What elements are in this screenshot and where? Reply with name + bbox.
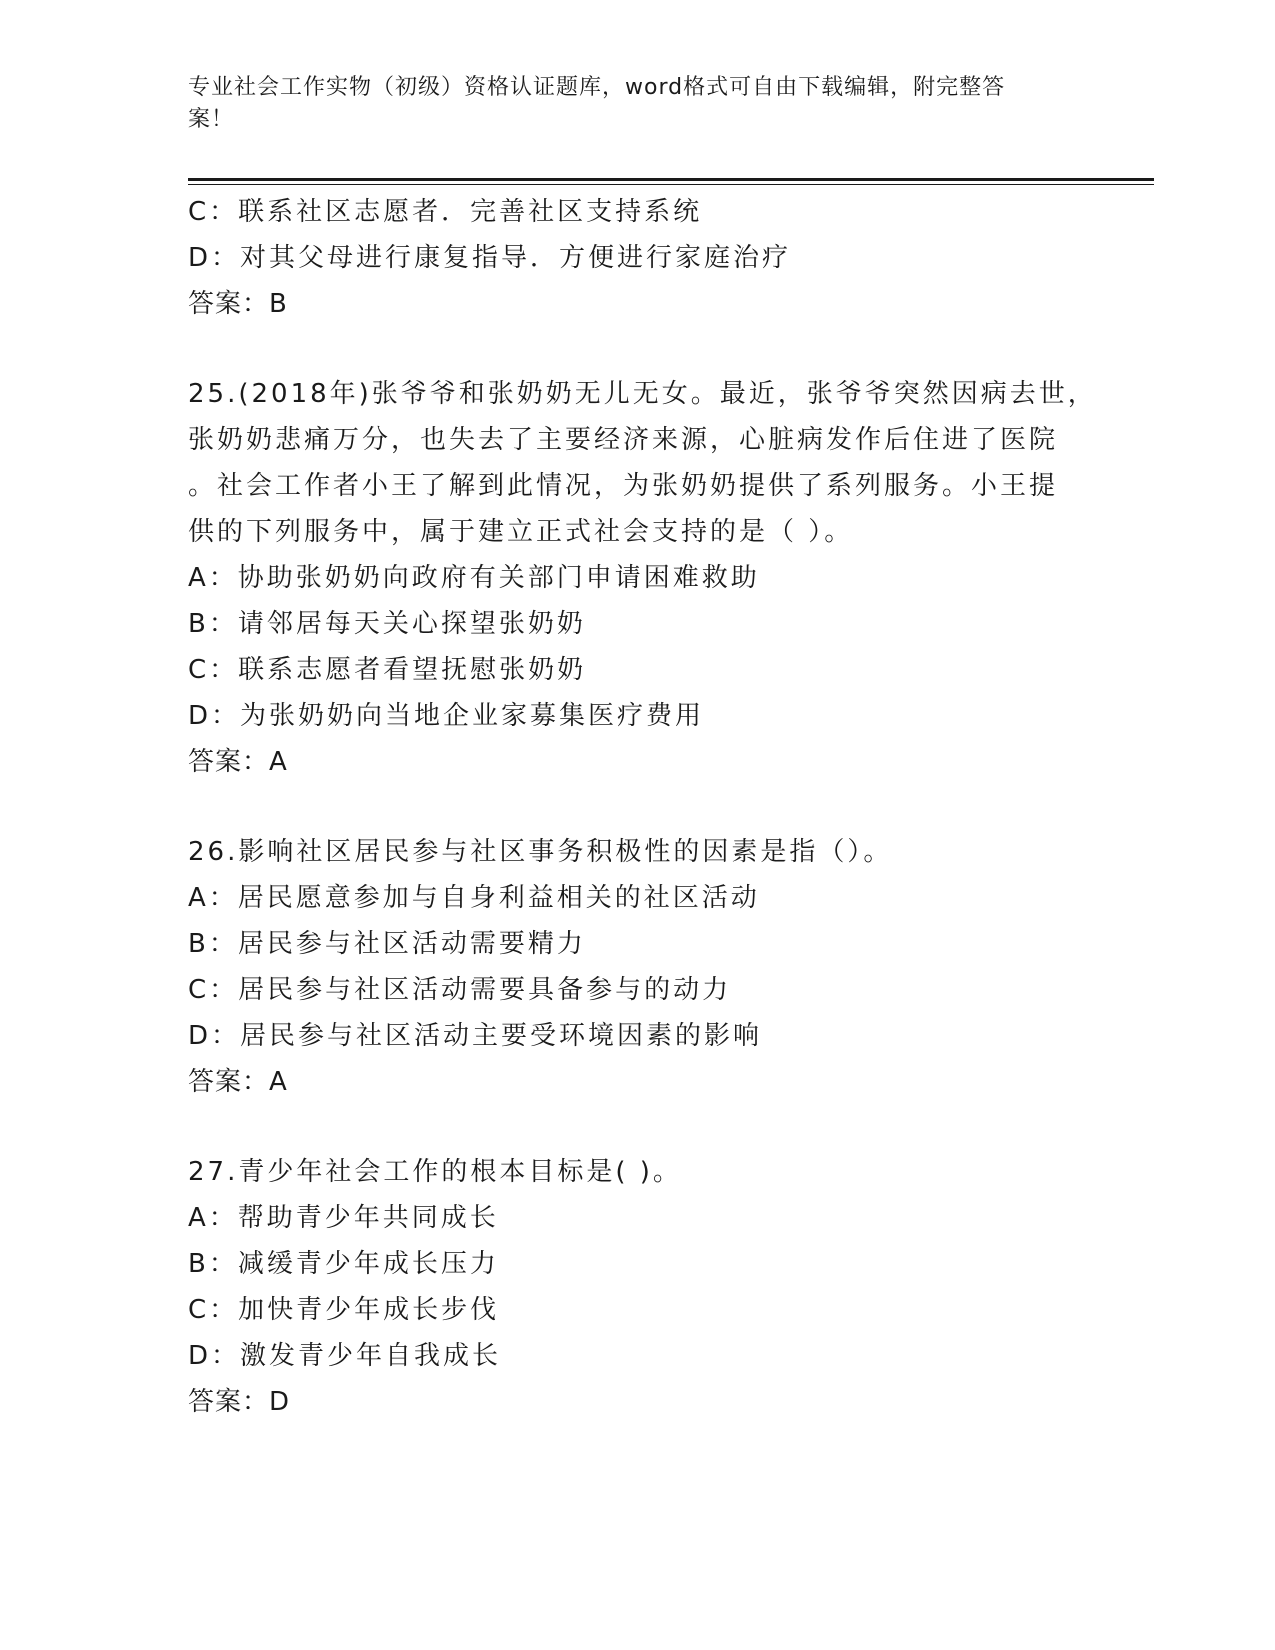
- option-c: C：联系志愿者看望抚慰张奶奶: [188, 655, 587, 685]
- question-gap: [188, 785, 1088, 829]
- document-header: [188, 72, 1068, 136]
- question-stem: [188, 371, 1097, 555]
- header-line-1: 专业社会工作实物（初级）资格认证题库，word格式可自由下载编辑，附完整答: [188, 75, 1006, 100]
- option-c: C：加快青少年成长步伐: [188, 1295, 500, 1325]
- question-stem-line: 供的下列服务中，属于建立正式社会支持的是（ ）。: [188, 517, 854, 547]
- question-stem-line: 张奶奶悲痛万分，也失去了主要经济来源，心脏病发作后住进了医院: [188, 425, 1059, 455]
- option-a: A：协助张奶奶向政府有关部门申请困难救助: [188, 563, 760, 593]
- option-a: A：帮助青少年共同成长: [188, 1203, 499, 1233]
- option-d: D：居民参与社区活动主要受环境因素的影响: [188, 1021, 763, 1051]
- question-24-tail: [188, 189, 1088, 327]
- answer-line: 答案：A: [188, 747, 288, 777]
- header-divider-thin: [188, 184, 1154, 185]
- option-c: C：联系社区志愿者．完善社区支持系统: [188, 197, 703, 227]
- question-list: [188, 189, 1097, 1425]
- question-stem: 27.青少年社会工作的根本目标是( )。: [188, 1157, 682, 1187]
- option-d: D：对其父母进行康复指导．方便进行家庭治疗: [188, 243, 792, 273]
- answer-line: 答案：A: [188, 1067, 288, 1097]
- header-divider-thick: [188, 178, 1154, 181]
- option-b: B：居民参与社区活动需要精力: [188, 929, 586, 959]
- question-27: [188, 1149, 1088, 1425]
- question-stem-line: 25.(2018年)张爷爷和张奶奶无儿无女。最近，张爷爷突然因病去世，: [188, 379, 1097, 409]
- option-d: D：为张奶奶向当地企业家募集医疗费用: [188, 701, 705, 731]
- question-stem-line: 。社会工作者小王了解到此情况，为张奶奶提供了系列服务。小王提: [188, 471, 1059, 501]
- question-gap: [188, 1105, 1088, 1149]
- option-c: C：居民参与社区活动需要具备参与的动力: [188, 975, 732, 1005]
- question-gap: [188, 327, 1088, 371]
- option-b: B：请邻居每天关心探望张奶奶: [188, 609, 586, 639]
- question-26: [188, 829, 1088, 1105]
- option-b: B：减缓青少年成长压力: [188, 1249, 499, 1279]
- option-a: A：居民愿意参加与自身利益相关的社区活动: [188, 883, 760, 913]
- header-line-2: 案！: [188, 107, 235, 132]
- question-stem: 26.影响社区居民参与社区事务积极性的因素是指（）。: [188, 837, 893, 867]
- answer-line: 答案：D: [188, 1387, 291, 1417]
- option-d: D：激发青少年自我成长: [188, 1341, 502, 1371]
- answer-line: 答案：B: [188, 289, 288, 319]
- question-25: [188, 371, 1097, 785]
